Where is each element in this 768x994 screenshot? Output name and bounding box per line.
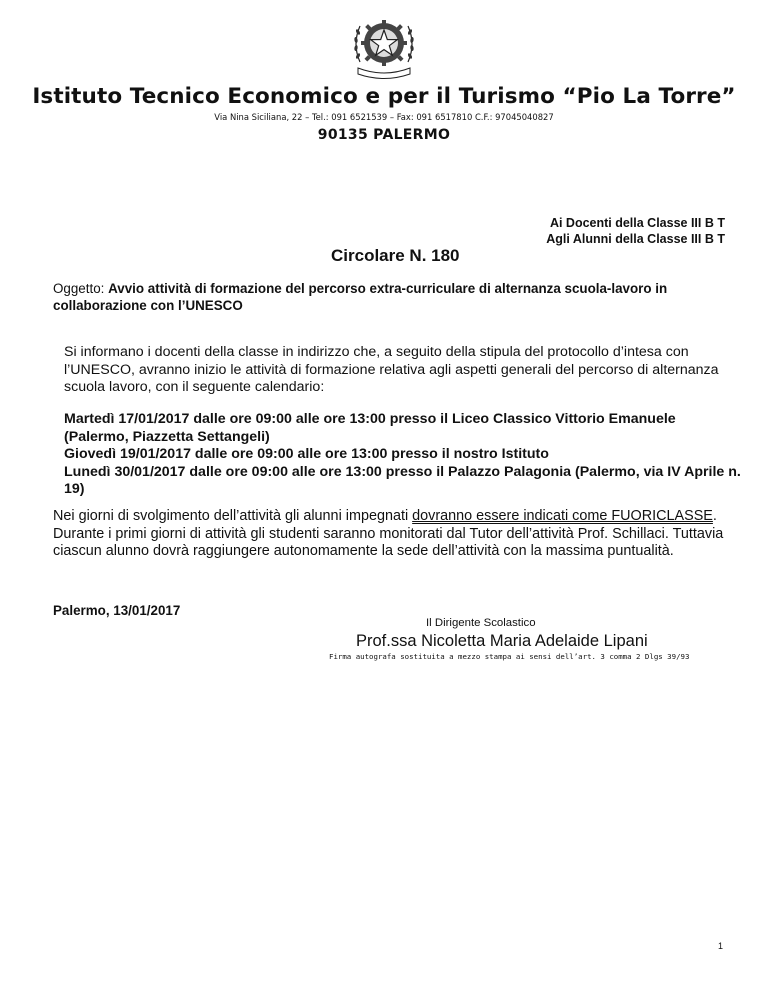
- intro-paragraph: Si informano i docenti della classe in indirizzo che, a seguito della stipula del protocollo d’intesa con l’UNESCO, avranno inizio le attività di formazione relativa agli aspetti generali del percorso di alternanza scuola lavoro, con il seguente calendario:: [64, 344, 719, 395]
- schedule-list: [64, 411, 744, 499]
- schedule-item: Giovedì 19/01/2017 dalle ore 09:00 alle ore 13:00 presso il nostro Istituto: [64, 446, 549, 462]
- fuoriclasse-note: dovranno essere indicati come FUORICLASSE: [412, 508, 713, 524]
- document-date: Palermo, 13/01/2017: [53, 603, 181, 618]
- school-name: Istituto Tecnico Economico e per il Turismo “Pio La Torre”: [32, 84, 736, 109]
- recipients: [546, 215, 725, 247]
- emblem-repubblica-italiana-icon: [350, 12, 418, 82]
- signer-role: Il Dirigente Scolastico: [426, 617, 536, 629]
- circular-number: Circolare N. 180: [331, 246, 460, 265]
- page-number: 1: [718, 941, 724, 951]
- recipient-line: Agli Alunni della Classe III B T: [546, 232, 725, 246]
- signer-name: Prof.ssa Nicoletta Maria Adelaide Lipani: [356, 632, 648, 650]
- school-city: 90135 PALERMO: [317, 127, 451, 143]
- tutor-note: Durante i primi giorni di attività gli studenti saranno monitorati dal Tutor dell’attività Prof. Schillaci. Tuttavia ciascun alunno dovrà raggiungere autonomamente la sede dell’attività con la massima puntualità.: [53, 525, 724, 559]
- schedule-item: Martedì 17/01/2017 dalle ore 09:00 alle ore 13:00 presso il Liceo Classico Vittorio Emanuele (Palermo, Piazzetta Settangeli): [64, 411, 676, 445]
- subject: [53, 280, 733, 314]
- body-paragraph: [53, 508, 743, 561]
- para-text-end: .: [712, 508, 717, 524]
- recipient-line: Ai Docenti della Classe III B T: [549, 216, 725, 230]
- signature-note: Firma autografa sostituita a mezzo stampa ai sensi dell’art. 3 comma 2 Dlgs 39/93: [329, 652, 690, 661]
- subject-label: Oggetto:: [53, 281, 109, 296]
- para-text: Nei giorni di svolgimento dell’attività gli alunni impegnati: [53, 508, 413, 524]
- schedule-item: Lunedì 30/01/2017 dalle ore 09:00 alle ore 13:00 presso il Palazzo Palagonia (Palermo, via IV Aprile n. 19): [64, 463, 741, 497]
- school-address: Via Nina Siciliana, 22 – Tel.: 091 6521539 – Fax: 091 6517810 C.F.: 97045040827: [214, 112, 554, 122]
- subject-text: Avvio attività di formazione del percorso extra-curriculare di alternanza scuola-lavoro in collaborazione con l’UNESCO: [53, 281, 668, 313]
